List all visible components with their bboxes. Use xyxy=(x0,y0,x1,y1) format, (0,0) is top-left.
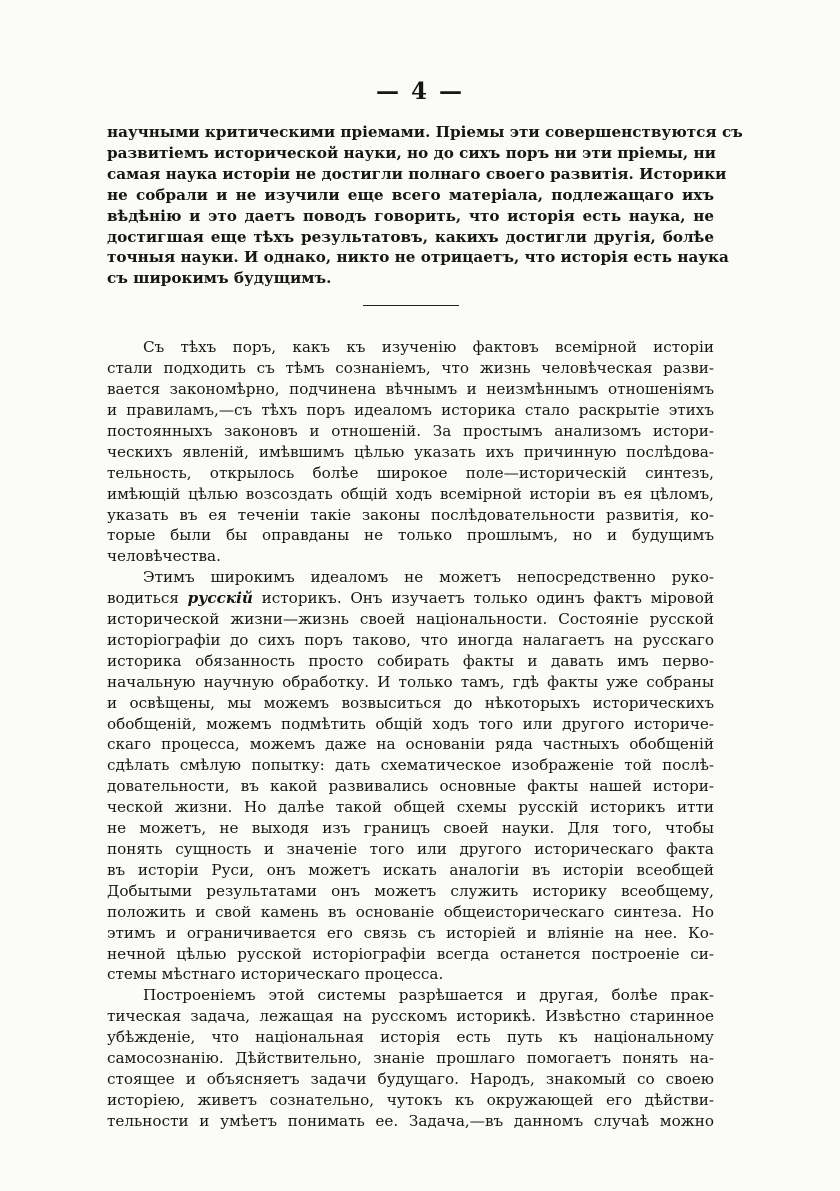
text-line: имѣющій цѣлью возсоздать общій ходъ всемірной исторіи въ ея цѣломъ, xyxy=(107,484,714,503)
text-line: Построеніемъ этой системы разрѣшается и другая, болѣе прак- xyxy=(143,986,714,1005)
text-line: ческихъ явленій, имѣвшимъ цѣлью указать ихъ причинную послѣдова- xyxy=(107,442,714,461)
text-line: самая наука исторіи не достигли полнаго своего развитія. Историки xyxy=(107,164,727,183)
section-divider xyxy=(363,305,459,306)
text-line: тельности и умѣетъ понимать ее. Задача,—въ данномъ случаѣ можно xyxy=(107,1111,714,1130)
text-line: самосознанію. Дѣйствительно, знаніе прошлаго помогаетъ понять на- xyxy=(107,1049,714,1068)
text-line: историка обязанность просто собирать факты и давать имъ перво- xyxy=(107,651,714,670)
text-line: довательности, въ какой развивались основные факты нашей истори- xyxy=(107,777,714,796)
paragraph-3 xyxy=(107,985,714,1131)
text-line: человѣчества. xyxy=(107,547,221,566)
text-line: точныя науки. И однако, никто не отрицаетъ, что исторія есть наука xyxy=(107,248,729,267)
text-line: понять сущность и значеніе того или другого историческаго факта xyxy=(107,840,714,858)
page-number: — 4 — xyxy=(375,78,465,105)
text-line: Съ тѣхъ поръ, какъ къ изученію фактовъ всемірной исторіи xyxy=(143,338,714,357)
text-line: нечной цѣлью русской исторіографіи всегда останется построеніе си- xyxy=(107,944,714,963)
text-line: положить и свой камень въ основаніе общеисторическаго синтеза. Но xyxy=(107,902,714,921)
text-line: стоящее и объясняетъ задачи будущаго. Народъ, знакомый со своею xyxy=(107,1069,714,1088)
paragraph-continued xyxy=(107,122,743,289)
paragraph-2 xyxy=(107,567,714,985)
text-body xyxy=(107,122,743,1132)
text-line xyxy=(107,588,714,609)
text-line: и освѣщены, мы можемъ возвыситься до нѣкоторыхъ историческихъ xyxy=(107,693,714,712)
text-line: вается закономѣрно, подчинена вѣчнымъ и неизмѣннымъ отношеніямъ xyxy=(107,380,714,399)
text-line: и правиламъ,—съ тѣхъ поръ идеаломъ историка стало раскрытіе этихъ xyxy=(107,400,714,419)
text-line: скаго процесса, можемъ даже на основаніи ряда частныхъ обобщеній xyxy=(107,735,714,754)
text-line: не собрали и не изучили еще всего матеріала, подлежащаго ихъ xyxy=(107,185,714,204)
text-fragment: водиться xyxy=(107,589,188,608)
italic-word: русскій xyxy=(187,589,253,608)
text-line: начальную научную обработку. И только тамъ, гдѣ факты уже собраны xyxy=(107,672,714,691)
text-line: достигшая еще тѣхъ результатовъ, какихъ достигли другія, болѣе xyxy=(107,227,714,246)
text-line: стемы мѣстнаго историческаго процесса. xyxy=(107,965,444,984)
text-line: Добытыми результатами онъ можетъ служить историку всеобщему, xyxy=(107,881,714,900)
text-line: не можетъ, не выходя изъ границъ своей науки. Для того, чтобы xyxy=(107,819,714,838)
text-line: научными критическими пріемами. Пріемы эти совершенствуются съ xyxy=(107,123,743,141)
text-line: развитіемъ исторической науки, но до сихъ поръ ни эти пріемы, ни xyxy=(107,143,716,162)
text-line: вѣдѣнію и это даетъ поводъ говорить, что исторія есть наука, не xyxy=(107,206,714,225)
text-line: съ широкимъ будущимъ. xyxy=(107,269,332,288)
text-line: тельность, открылось болѣе широкое поле—историческій синтезъ, xyxy=(107,463,714,482)
paragraph-1 xyxy=(107,337,714,567)
text-line: указать въ ея теченіи такіе законы послѣдовательности развитія, ко- xyxy=(107,505,714,524)
text-line: убѣжденіе, что національная исторія есть путь къ національному xyxy=(107,1028,714,1047)
text-line: исторіею, живетъ сознательно, чутокъ къ окружающей его дѣйстви- xyxy=(107,1090,714,1109)
text-line: тическая задача, лежащая на русскомъ историкѣ. Извѣстно старинное xyxy=(107,1007,714,1026)
text-line: торые были бы оправданы не только прошлымъ, но и будущимъ xyxy=(107,526,714,545)
text-fragment: историкъ. Онъ изучаетъ только одинъ фактъ міровой xyxy=(252,589,714,608)
text-line: исторической жизни—жизнь своей національности. Состояніе русской xyxy=(107,610,714,629)
text-line: ческой жизни. Но далѣе такой общей схемы русскій историкъ итти xyxy=(107,798,714,817)
text-line: обобщеній, можемъ подмѣтить общій ходъ того или другого историче- xyxy=(107,714,714,733)
text-line: этимъ и ограничивается его связь съ исторіей и вліяніе на нее. Ко- xyxy=(107,923,714,942)
text-line: исторіографіи до сихъ поръ таково, что иногда налагаетъ на русскаго xyxy=(107,630,714,649)
text-line: Этимъ широкимъ идеаломъ не можетъ непосредственно руко- xyxy=(143,568,714,587)
text-line: сдѣлать смѣлую попытку: дать схематическое изображеніе той послѣ- xyxy=(107,756,714,775)
text-line: постоянныхъ законовъ и отношеній. За простымъ анализомъ истори- xyxy=(107,421,714,440)
text-line: въ исторіи Руси, онъ можетъ искать аналогіи въ исторіи всеобщей xyxy=(107,860,714,879)
text-line: стали подходить съ тѣмъ сознаніемъ, что жизнь человѣческая разви- xyxy=(107,359,714,378)
